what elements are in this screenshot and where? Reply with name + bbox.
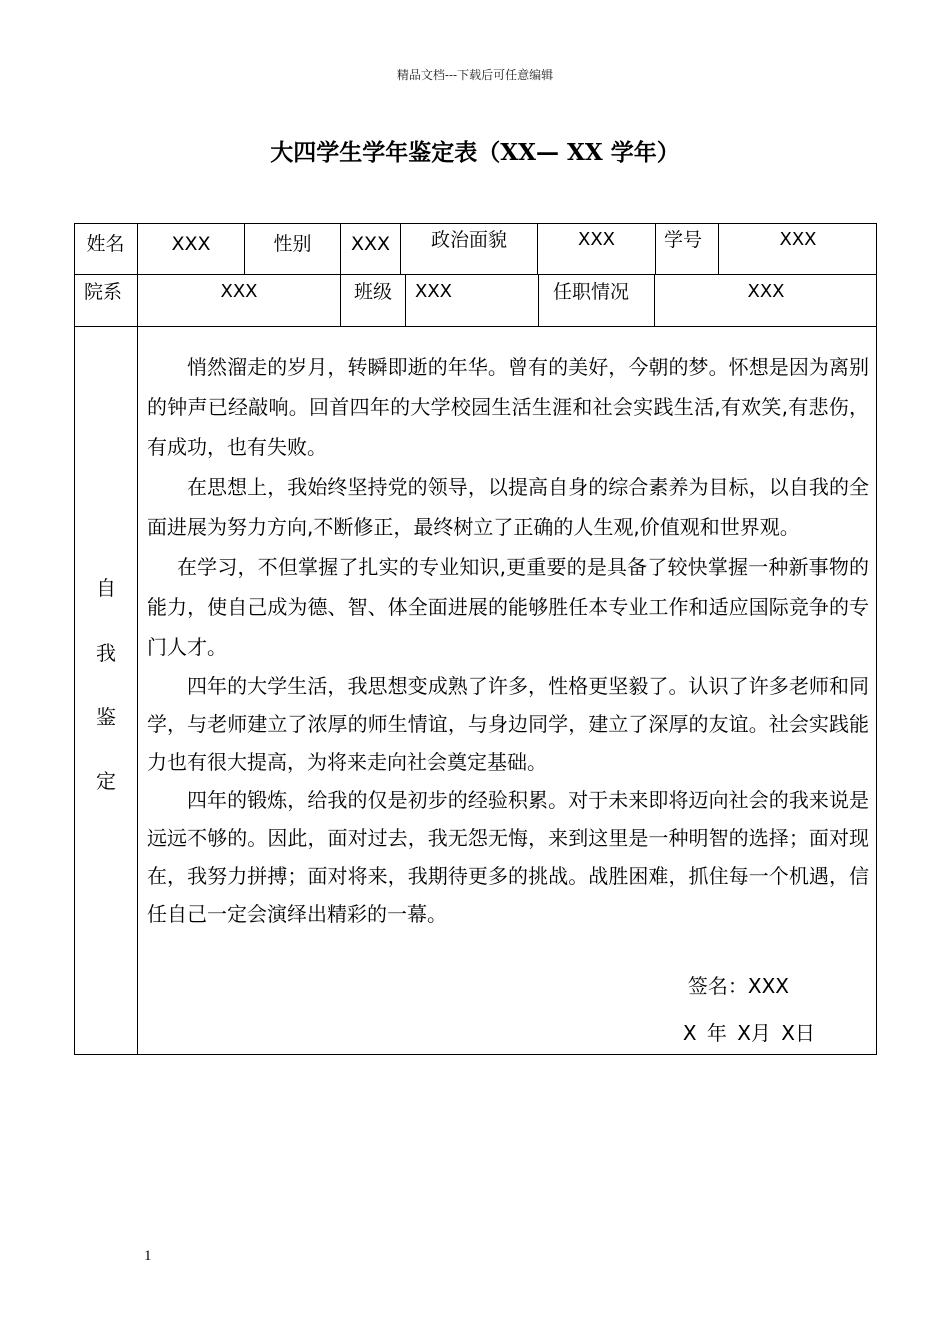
student-id-value: XXX xyxy=(719,223,877,275)
evaluation-paragraph: 四年的大学生活，我思想变成熟了许多，性格更坚毅了。认识了许多老师和同学，与老师建立了浓厚的师生情谊，与身边同学，建立了深厚的友谊。社会实践能力也有很大提高，为将来走向社会奠定基础。 xyxy=(147,674,869,774)
name-value: XXX xyxy=(138,223,245,275)
gender-label: 性别 xyxy=(245,223,341,275)
self-eval-char: 我 xyxy=(96,641,116,665)
document-header-note: 精品文档---下载后可任意编辑 xyxy=(396,68,554,82)
page-title: 大四学生学年鉴定表（XX— XX 学年） xyxy=(270,139,680,166)
evaluation-paragraph: 在学习，不但掌握了扎实的专业知识,更重要的是具备了较快掌握一种新事物的能力，使自己成为德、智、体全面进展的能够胜任本专业工作和适应国际竞争的专门人才。 xyxy=(147,555,869,659)
department-value: XXX xyxy=(138,275,341,327)
student-id-label: 学号 xyxy=(656,223,719,275)
self-evaluation-content xyxy=(138,327,877,1055)
evaluation-paragraph: 悄然溜走的岁月，转瞬即逝的年华。曾有的美好，今朝的梦。怀想是因为离别的钟声已经敲响。回首四年的大学校园生活生涯和社会实践生活,有欢笑,有悲伤，有成功，也有失败。 xyxy=(147,355,869,459)
signature: 签名：XXX xyxy=(687,974,789,998)
evaluation-paragraph: 在思想上，我始终坚持党的领导，以提高自身的综合素养为目标，以自我的全面进展为努力方向,不断修正，最终树立了正确的人生观,价值观和世界观。 xyxy=(147,475,869,539)
position-value: XXX xyxy=(655,275,877,327)
gender-value: XXX xyxy=(341,223,401,275)
name-label: 姓名 xyxy=(74,223,138,275)
page-number: 1 xyxy=(144,1248,152,1264)
self-evaluation-label xyxy=(74,327,138,1055)
political-status-label: 政治面貌 xyxy=(401,223,538,275)
position-label: 任职情况 xyxy=(539,275,655,327)
self-eval-char: 自 xyxy=(96,576,116,600)
evaluation-table xyxy=(74,223,877,1055)
class-label: 班级 xyxy=(341,275,406,327)
evaluation-paragraph: 四年的锻炼，给我的仅是初步的经验积累。对于未来即将迈向社会的我来说是远远不够的。因此，面对过去，我无怨无悔，来到这里是一种明智的选择；面对现在，我努力拼搏；面对将来，我期待更多的挑战。战胜困难，抓住每一个机遇，信任自己一定会演绎出精彩的一幕。 xyxy=(147,788,869,926)
self-eval-char: 定 xyxy=(96,769,116,793)
political-status-value: XXX xyxy=(538,223,656,275)
class-value: XXX xyxy=(406,275,539,327)
signature-date: X 年 X月 X日 xyxy=(682,1021,815,1045)
self-eval-char: 鉴 xyxy=(96,705,116,729)
department-label: 院系 xyxy=(74,275,138,327)
